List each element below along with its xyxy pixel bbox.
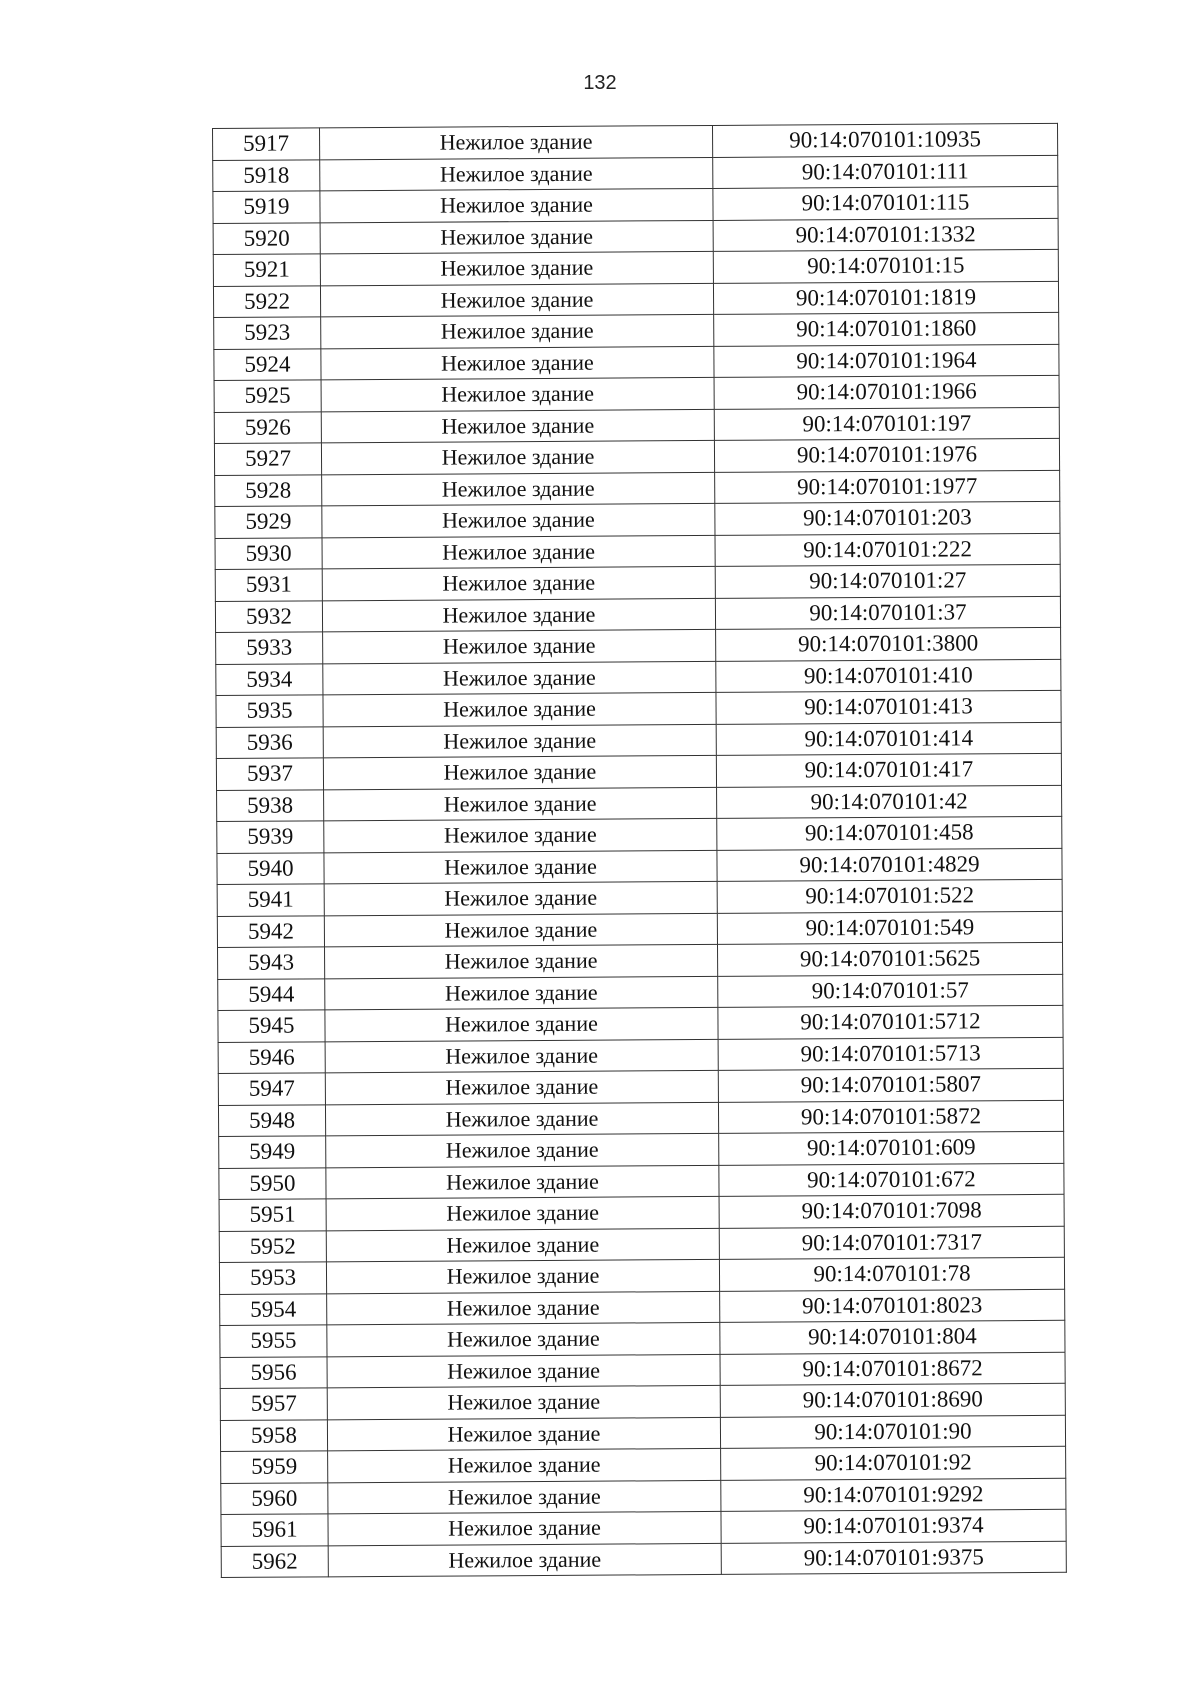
row-number-cell: 5952: [219, 1230, 326, 1262]
table-row: [213, 218, 1058, 255]
table-row: [213, 123, 1058, 160]
table-row: [221, 1446, 1066, 1483]
table-row: [213, 249, 1058, 286]
row-number-cell: 5935: [216, 695, 323, 727]
row-number-cell: 5957: [220, 1388, 327, 1420]
row-number-cell: 5942: [217, 915, 324, 947]
row-number-cell: 5937: [216, 758, 323, 790]
cadastral-number-cell: 90:14:070101:92: [721, 1446, 1066, 1480]
row-number-cell: 5930: [215, 537, 322, 569]
row-number-cell: 5931: [215, 569, 322, 601]
object-type-cell: Нежилое здание: [323, 629, 716, 663]
table-row: [216, 753, 1061, 790]
cadastral-number-cell: 90:14:070101:8672: [720, 1352, 1065, 1386]
object-type-cell: Нежилое здание: [327, 1417, 720, 1451]
table-row: [216, 659, 1061, 696]
row-number-cell: 5946: [218, 1041, 325, 1073]
cadastral-number-cell: 90:14:070101:1977: [715, 470, 1060, 504]
row-number-cell: 5925: [214, 380, 321, 412]
cadastral-number-cell: 90:14:070101:111: [713, 155, 1058, 189]
cadastral-number-cell: 90:14:070101:413: [716, 690, 1061, 724]
object-type-cell: Нежилое здание: [320, 220, 713, 254]
object-type-cell: Нежилое здание: [325, 1102, 718, 1136]
row-number-cell: 5949: [219, 1136, 326, 1168]
row-number-cell: 5923: [214, 317, 321, 349]
object-type-cell: Нежилое здание: [324, 913, 717, 947]
row-number-cell: 5958: [220, 1419, 327, 1451]
object-type-cell: Нежилое здание: [327, 1354, 720, 1388]
cadastral-number-cell: 90:14:070101:1819: [713, 281, 1058, 315]
cadastral-number-cell: 90:14:070101:9374: [721, 1509, 1066, 1543]
row-number-cell: 5960: [221, 1482, 328, 1514]
cadastral-number-cell: 90:14:070101:15: [713, 249, 1058, 283]
object-type-cell: Нежилое здание: [326, 1133, 719, 1167]
object-type-cell: Нежилое здание: [328, 1543, 721, 1577]
object-type-cell: Нежилое здание: [323, 724, 716, 758]
cadastral-number-cell: 90:14:070101:42: [717, 785, 1062, 819]
table-row: [221, 1478, 1066, 1515]
table-row: [216, 722, 1061, 759]
cadastral-number-cell: 90:14:070101:10935: [712, 123, 1057, 157]
row-number-cell: 5932: [215, 600, 322, 632]
object-type-cell: Нежилое здание: [326, 1228, 719, 1262]
object-type-cell: Нежилое здание: [322, 598, 715, 632]
cadastral-number-cell: 90:14:070101:417: [716, 753, 1061, 787]
object-type-cell: Нежилое здание: [327, 1291, 720, 1325]
table-row: [215, 596, 1060, 633]
row-number-cell: 5947: [218, 1073, 325, 1105]
table-row: [215, 501, 1060, 538]
row-number-cell: 5919: [213, 191, 320, 223]
table-row: [220, 1352, 1065, 1389]
table-row: [213, 155, 1058, 192]
table-row: [214, 438, 1059, 475]
table-row: [214, 375, 1059, 412]
cadastral-number-cell: 90:14:070101:37: [715, 596, 1060, 630]
cadastral-number-cell: 90:14:070101:8023: [720, 1289, 1065, 1323]
cadastral-number-cell: 90:14:070101:78: [719, 1257, 1064, 1291]
cadastral-number-cell: 90:14:070101:1966: [714, 375, 1059, 409]
row-number-cell: 5918: [213, 159, 320, 191]
cadastral-number-cell: 90:14:070101:57: [718, 974, 1063, 1008]
object-type-cell: Нежилое здание: [321, 440, 714, 474]
object-type-cell: Нежилое здание: [325, 944, 718, 978]
table-row: [220, 1383, 1065, 1420]
row-number-cell: 5959: [221, 1451, 328, 1483]
cadastral-number-cell: 90:14:070101:1964: [714, 344, 1059, 378]
row-number-cell: 5933: [216, 632, 323, 664]
object-type-cell: Нежилое здание: [328, 1448, 721, 1482]
cadastral-number-cell: 90:14:070101:8690: [720, 1383, 1065, 1417]
object-type-cell: Нежилое здание: [320, 157, 713, 191]
table-row: [217, 911, 1062, 948]
object-type-cell: Нежилое здание: [324, 787, 717, 821]
cadastral-number-cell: 90:14:070101:90: [720, 1415, 1065, 1449]
cadastral-number-cell: 90:14:070101:222: [715, 533, 1060, 567]
row-number-cell: 5924: [214, 348, 321, 380]
object-type-cell: Нежилое здание: [322, 472, 715, 506]
table-row: [215, 470, 1060, 507]
cadastral-number-cell: 90:14:070101:414: [716, 722, 1061, 756]
table-row: [219, 1194, 1064, 1231]
row-number-cell: 5926: [214, 411, 321, 443]
table-row: [220, 1289, 1065, 1326]
cadastral-number-cell: 90:14:070101:458: [717, 816, 1062, 850]
table-row: [218, 974, 1063, 1011]
object-type-cell: Нежилое здание: [326, 1165, 719, 1199]
row-number-cell: 5938: [217, 789, 324, 821]
object-type-cell: Нежилое здание: [327, 1322, 720, 1356]
table-row: [214, 312, 1059, 349]
object-type-cell: Нежилое здание: [322, 566, 715, 600]
cadastral-number-cell: 90:14:070101:522: [717, 879, 1062, 913]
object-type-cell: Нежилое здание: [321, 377, 714, 411]
row-number-cell: 5953: [219, 1262, 326, 1294]
row-number-cell: 5945: [218, 1010, 325, 1042]
row-number-cell: 5961: [221, 1514, 328, 1546]
table-row: [214, 407, 1059, 444]
object-type-cell: Нежилое здание: [324, 881, 717, 915]
row-number-cell: 5928: [215, 474, 322, 506]
row-number-cell: 5956: [220, 1356, 327, 1388]
object-type-cell: Нежилое здание: [325, 1007, 718, 1041]
object-type-cell: Нежилое здание: [323, 661, 716, 695]
table-row: [218, 1005, 1063, 1042]
cadastral-number-cell: 90:14:070101:9375: [721, 1541, 1066, 1575]
object-type-cell: Нежилое здание: [322, 503, 715, 537]
cadastral-number-cell: 90:14:070101:203: [715, 501, 1060, 535]
row-number-cell: 5955: [220, 1325, 327, 1357]
table-row: [217, 785, 1062, 822]
cadastral-number-cell: 90:14:070101:672: [719, 1163, 1064, 1197]
row-number-cell: 5929: [215, 506, 322, 538]
object-type-cell: Нежилое здание: [321, 346, 714, 380]
row-number-cell: 5939: [217, 821, 324, 853]
row-number-cell: 5934: [216, 663, 323, 695]
table-row: [221, 1541, 1066, 1578]
object-type-cell: Нежилое здание: [324, 850, 717, 884]
object-type-cell: Нежилое здание: [328, 1480, 721, 1514]
table-row: [219, 1131, 1064, 1168]
cadastral-number-cell: 90:14:070101:804: [720, 1320, 1065, 1354]
table-row: [215, 533, 1060, 570]
table-row: [213, 186, 1058, 223]
object-type-cell: Нежилое здание: [323, 755, 716, 789]
cadastral-number-cell: 90:14:070101:115: [713, 186, 1058, 220]
table-row: [213, 281, 1058, 318]
cadastral-number-cell: 90:14:070101:410: [716, 659, 1061, 693]
object-type-cell: Нежилое здание: [324, 818, 717, 852]
table-row: [219, 1257, 1064, 1294]
object-type-cell: Нежилое здание: [328, 1511, 721, 1545]
table-row: [219, 1226, 1064, 1263]
table-row: [216, 627, 1061, 664]
row-number-cell: 5922: [213, 285, 320, 317]
cadastral-number-cell: 90:14:070101:5712: [718, 1005, 1063, 1039]
row-number-cell: 5950: [219, 1167, 326, 1199]
object-type-cell: Нежилое здание: [320, 188, 713, 222]
table-row: [217, 816, 1062, 853]
row-number-cell: 5962: [221, 1545, 328, 1577]
row-number-cell: 5940: [217, 852, 324, 884]
cadastral-number-cell: 90:14:070101:1860: [714, 312, 1059, 346]
cadastral-number-cell: 90:14:070101:5872: [718, 1100, 1063, 1134]
object-type-cell: Нежилое здание: [327, 1385, 720, 1419]
row-number-cell: 5944: [218, 978, 325, 1010]
table-row: [221, 1509, 1066, 1546]
object-type-cell: Нежилое здание: [320, 283, 713, 317]
object-type-cell: Нежилое здание: [325, 976, 718, 1010]
object-type-cell: Нежилое здание: [326, 1196, 719, 1230]
row-number-cell: 5917: [213, 128, 320, 160]
object-type-cell: Нежилое здание: [321, 314, 714, 348]
cadastral-number-cell: 90:14:070101:5713: [718, 1037, 1063, 1071]
property-registry-table: [212, 123, 1067, 1578]
cadastral-number-cell: 90:14:070101:5807: [718, 1068, 1063, 1102]
cadastral-number-cell: 90:14:070101:7317: [719, 1226, 1064, 1260]
table-row: [215, 564, 1060, 601]
row-number-cell: 5954: [220, 1293, 327, 1325]
object-type-cell: Нежилое здание: [320, 251, 713, 285]
table-row: [218, 1100, 1063, 1137]
cadastral-number-cell: 90:14:070101:549: [717, 911, 1062, 945]
cadastral-number-cell: 90:14:070101:609: [719, 1131, 1064, 1165]
table-row: [218, 1068, 1063, 1105]
table-row: [217, 848, 1062, 885]
table-row: [219, 1163, 1064, 1200]
cadastral-number-cell: 90:14:070101:27: [715, 564, 1060, 598]
row-number-cell: 5951: [219, 1199, 326, 1231]
row-number-cell: 5943: [218, 947, 325, 979]
cadastral-number-cell: 90:14:070101:9292: [721, 1478, 1066, 1512]
cadastral-number-cell: 90:14:070101:197: [714, 407, 1059, 441]
table-body: [213, 123, 1067, 1577]
row-number-cell: 5920: [213, 222, 320, 254]
table-row: [218, 1037, 1063, 1074]
object-type-cell: Нежилое здание: [325, 1039, 718, 1073]
row-number-cell: 5941: [217, 884, 324, 916]
row-number-cell: 5921: [213, 254, 320, 286]
cadastral-number-cell: 90:14:070101:1976: [714, 438, 1059, 472]
row-number-cell: 5936: [216, 726, 323, 758]
object-type-cell: Нежилое здание: [325, 1070, 718, 1104]
object-type-cell: Нежилое здание: [323, 692, 716, 726]
table-row: [220, 1415, 1065, 1452]
table-row: [220, 1320, 1065, 1357]
table-row: [218, 942, 1063, 979]
object-type-cell: Нежилое здание: [326, 1259, 719, 1293]
cadastral-number-cell: 90:14:070101:1332: [713, 218, 1058, 252]
page-number: 132: [583, 72, 617, 94]
table-row: [217, 879, 1062, 916]
object-type-cell: Нежилое здание: [322, 535, 715, 569]
object-type-cell: Нежилое здание: [321, 409, 714, 443]
table-row: [216, 690, 1061, 727]
row-number-cell: 5927: [214, 443, 321, 475]
cadastral-number-cell: 90:14:070101:4829: [717, 848, 1062, 882]
cadastral-number-cell: 90:14:070101:3800: [716, 627, 1061, 661]
table-row: [214, 344, 1059, 381]
cadastral-number-cell: 90:14:070101:7098: [719, 1194, 1064, 1228]
cadastral-number-cell: 90:14:070101:5625: [717, 942, 1062, 976]
object-type-cell: Нежилое здание: [320, 125, 713, 159]
row-number-cell: 5948: [218, 1104, 325, 1136]
